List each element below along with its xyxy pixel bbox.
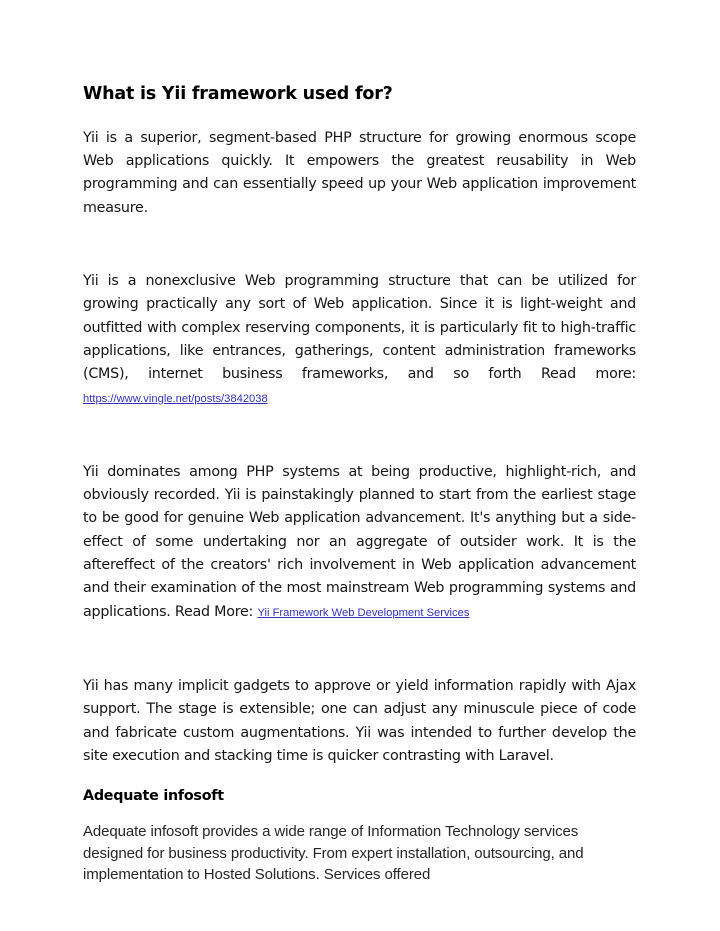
paragraph-yii-dominates-text: Yii dominates among PHP systems at being productive, highlight-rich, and obviously recorded. Yii is painstakingly planned to start from the earliest stage to be good for genuine Web application advancement. It's anything but a side-effect of some undertaking nor an aggregate of outsider work. It is the aftereffect of the creators' rich involvement in Web application advancement and their examination of the most mainstream Web programming systems and applications. Read More: xyxy=(83,463,636,620)
vingle-post-link[interactable]: https://www.vingle.net/posts/3842038 xyxy=(83,392,268,405)
yii-services-link[interactable]: Yii Framework Web Development Services xyxy=(257,606,470,619)
paragraph-generic-framework xyxy=(83,270,636,411)
document-content xyxy=(83,0,636,886)
paragraph-company-description: Adequate infosoft provides a wide range of Information Technology services designed for business productivity. From expert installation, outsourcing, and implementation to Hosted Solutions. Services offered xyxy=(83,823,584,884)
subheading-adequate-infosoft: Adequate infosoft xyxy=(83,788,224,805)
paragraph-ajax-gadgets: Yii has many implicit gadgets to approve or yield information rapidly with Ajax support. The stage is extensible; one can adjust any minuscule piece of code and fabricate custom augmentations. Yii was intended to further develop the site execution and stacking time is quicker contrasting with Laravel. xyxy=(83,677,636,764)
paragraph-generic-framework-text: Yii is a nonexclusive Web programming structure that can be utilized for growing practically any sort of Web application. Since it is light-weight and outfitted with complex reserving components, it is particularly fit to high-traffic applications, like entrances, gatherings, content administration frameworks (CMS), internet business frameworks, and so forth Read more: xyxy=(83,273,636,383)
paragraph-yii-dominates xyxy=(83,461,636,625)
page-title: What is Yii framework used for? xyxy=(83,84,393,104)
paragraph-intro: Yii is a superior, segment-based PHP structure for growing enormous scope Web applications quickly. It empowers the greatest reusability in Web programming and can essentially speed up your Web application improvement measure. xyxy=(83,129,636,216)
